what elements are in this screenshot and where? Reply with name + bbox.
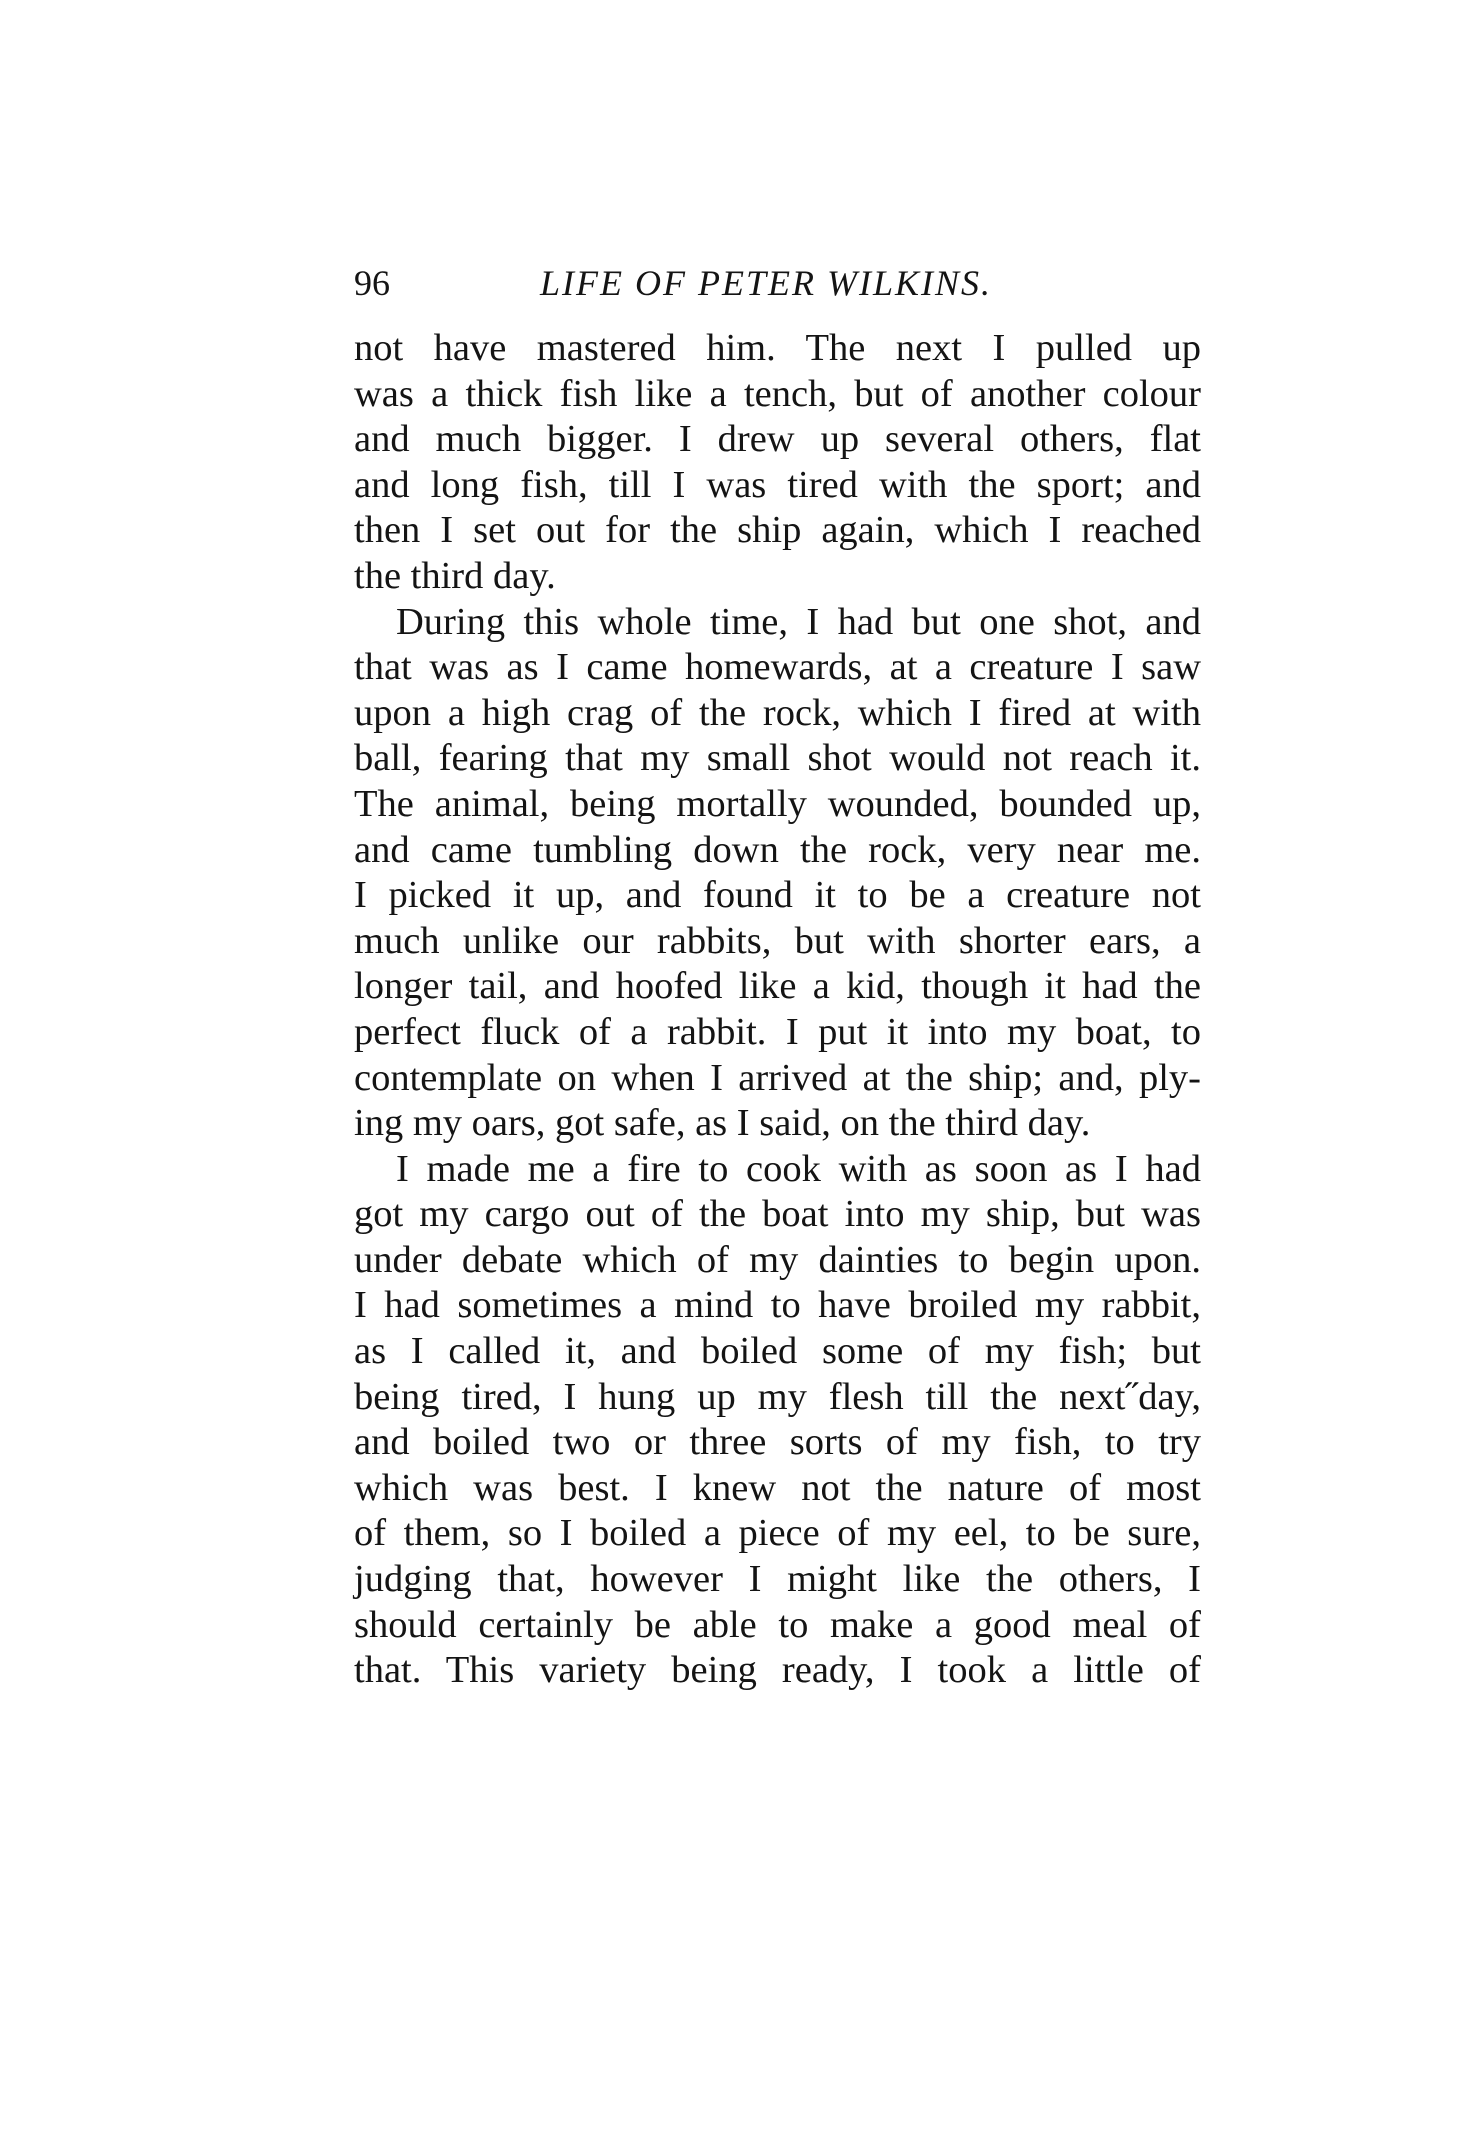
paragraph-3 [354,1147,1201,1694]
text-line: which was best. I knew not the nature of most [354,1466,1201,1509]
text-line: I had sometimes a mind to have broiled my rabbit, [354,1284,1201,1327]
text-line: under debate which of my dainties to begin upon. [354,1238,1201,1281]
text-line: and much bigger. I drew up several others, flat [354,418,1201,461]
text-line: perfect fluck of a rabbit. I put it into my boat, to [354,1010,1201,1053]
text-line: the third day. [354,554,556,597]
text-line: upon a high crag of the rock, which I fired at with [354,691,1201,734]
text-line: got my cargo out of the boat into my ship, but was [354,1193,1201,1236]
paragraph-2 [354,600,1201,1147]
text-line: of them, so I boiled a piece of my eel, to be sure, [354,1512,1201,1555]
text-line: and long fish, till I was tired with the sport; and [354,463,1201,506]
running-head: LIFE OF PETER WILKINS. [540,263,992,303]
text-line: ing my oars, got safe, as I said, on the third day. [354,1102,1091,1145]
text-line: and came tumbling down the rock, very near me. [354,828,1201,871]
page-header [354,260,1201,306]
text-line: being tired, I hung up my flesh till the next˝day, [354,1375,1201,1418]
text-line: then I set out for the ship again, which I reached [354,509,1201,552]
text-line: should certainly be able to make a good meal of [354,1603,1201,1646]
text-line: I made me a fire to cook with as soon as I had [396,1147,1201,1190]
text-line: as I called it, and boiled some of my fish; but [354,1330,1201,1373]
text-line: The animal, being mortally wounded, bounded up, [354,782,1201,825]
page-number: 96 [354,263,390,303]
text-line: judging that, however I might like the others, I [354,1558,1201,1601]
text-line: not have mastered him. The next I pulled up [354,327,1201,369]
text-line: I picked it up, and found it to be a creature not [354,874,1201,917]
text-line: that was as I came homewards, at a creature I saw [354,646,1201,689]
text-line: ball, fearing that my small shot would not reach it. [354,737,1201,780]
paragraph-1 [354,326,1201,600]
book-page [354,260,1201,1694]
text-line: much unlike our rabbits, but with shorter ears, a [354,919,1201,962]
text-line: contemplate on when I arrived at the ship; and, ply- [354,1056,1201,1099]
text-line: longer tail, and hoofed like a kid, though it had the [354,965,1201,1008]
text-line: that. This variety being ready, I took a little of [354,1649,1201,1692]
text-line: was a thick fish like a tench, but of another colour [354,372,1201,415]
text-line: and boiled two or three sorts of my fish, to try [354,1421,1201,1464]
body-text [354,326,1201,1694]
text-line: During this whole time, I had but one shot, and [396,600,1201,643]
